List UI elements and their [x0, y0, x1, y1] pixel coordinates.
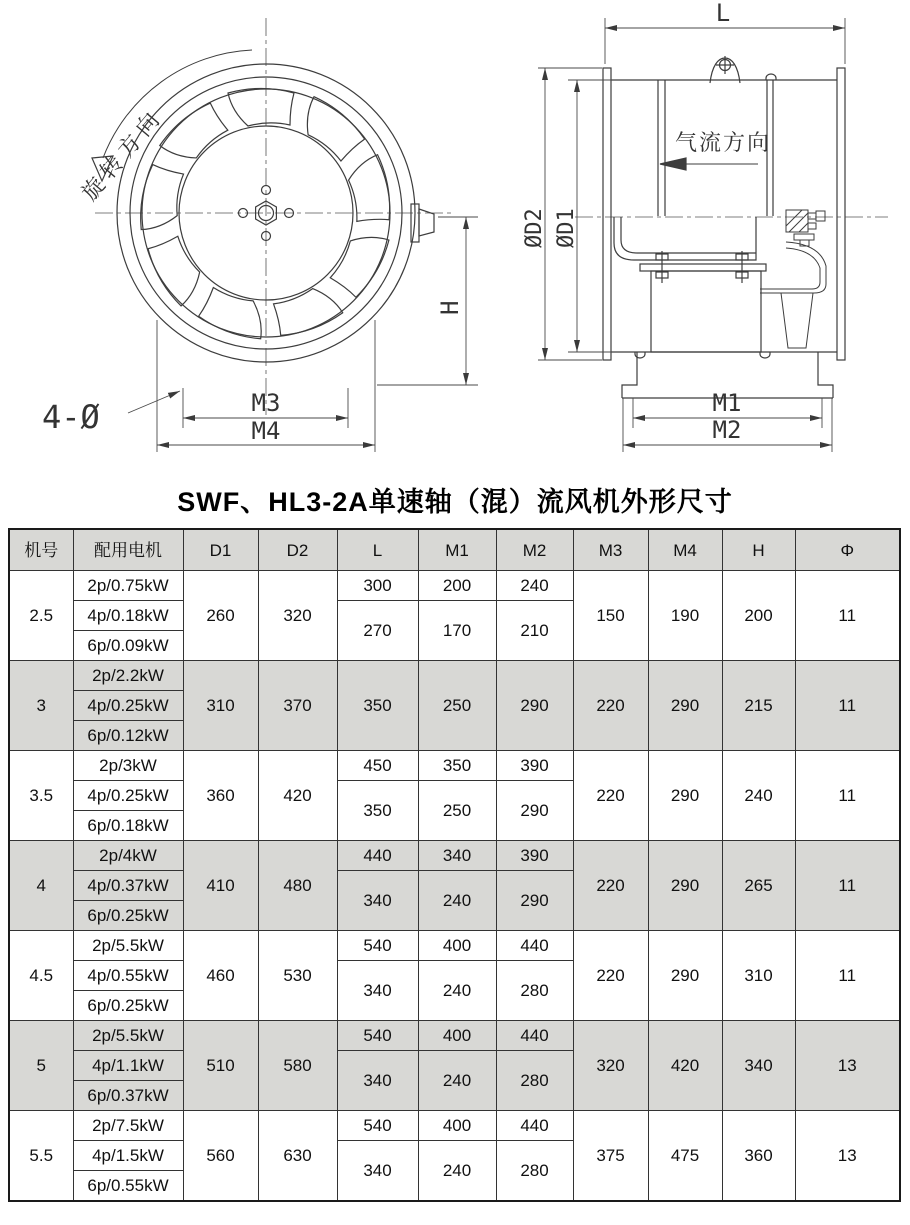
d2-cell: 370: [258, 661, 337, 751]
lmm-cell: 240: [418, 1141, 496, 1202]
lmm-cell: 400: [418, 1111, 496, 1141]
motor-cell: 4p/0.18kW: [73, 601, 183, 631]
h-cell: 360: [722, 1111, 795, 1202]
lmm-cell: 440: [496, 931, 573, 961]
lmm-cell: 440: [337, 841, 418, 871]
lmm-cell: 250: [418, 661, 496, 751]
motor-cell: 2p/5.5kW: [73, 1021, 183, 1051]
impeller-blades: [137, 89, 394, 343]
dimension-table-grid: [8, 528, 901, 1202]
model-cell: 5.5: [9, 1111, 73, 1202]
table-row: [9, 841, 900, 871]
dim-l: [605, 0, 845, 64]
motor-cell: 6p/0.55kW: [73, 1171, 183, 1202]
lmm-cell: 240: [496, 571, 573, 601]
motor-body: [651, 271, 761, 352]
motor-bolt: [656, 251, 668, 283]
m3-cell: 375: [573, 1111, 648, 1202]
dim-h-label: H: [436, 300, 464, 315]
d1-cell: 360: [183, 751, 258, 841]
m4-cell: 420: [648, 1021, 722, 1111]
lmm-cell: 290: [496, 661, 573, 751]
airflow-label: 气流方向: [674, 131, 772, 156]
lmm-cell: 340: [337, 1141, 418, 1202]
terminal-box-bracket: [760, 210, 826, 348]
dimension-table: [8, 528, 901, 1202]
airflow-annotation: [660, 131, 771, 170]
phi-cell: 11: [795, 931, 900, 1021]
side-view-drawing: [522, 0, 888, 452]
phi-cell: 11: [795, 751, 900, 841]
lmm-cell: 440: [496, 1111, 573, 1141]
m4-cell: 475: [648, 1111, 722, 1202]
d1-cell: 560: [183, 1111, 258, 1202]
m4-cell: 290: [648, 751, 722, 841]
lmm-cell: 280: [496, 1051, 573, 1111]
lmm-cell: 390: [496, 841, 573, 871]
lmm-cell: 400: [418, 931, 496, 961]
motor-cell: 4p/1.5kW: [73, 1141, 183, 1171]
header-cell: M2: [496, 529, 573, 571]
lmm-cell: 540: [337, 1021, 418, 1051]
table-row: [9, 571, 900, 601]
lmm-cell: 280: [496, 961, 573, 1021]
lmm-cell: 350: [337, 781, 418, 841]
m3-cell: 220: [573, 931, 648, 1021]
phi-cell: 11: [795, 841, 900, 931]
dim-l-label: L: [715, 0, 731, 27]
table-row: [9, 931, 900, 961]
lmm-cell: 170: [418, 601, 496, 661]
d1-cell: 260: [183, 571, 258, 661]
rotation-direction-label: 旋转方向: [77, 103, 169, 206]
model-cell: 2.5: [9, 571, 73, 661]
lmm-cell: 300: [337, 571, 418, 601]
motor-cell: 2p/3kW: [73, 751, 183, 781]
lmm-cell: 210: [496, 601, 573, 661]
d2-cell: 530: [258, 931, 337, 1021]
lmm-cell: 270: [337, 601, 418, 661]
motor-cell: 6p/0.09kW: [73, 631, 183, 661]
motor-cell: 6p/0.12kW: [73, 721, 183, 751]
h-cell: 310: [722, 931, 795, 1021]
motor-cell: 4p/0.55kW: [73, 961, 183, 991]
motor-cell: 4p/0.25kW: [73, 691, 183, 721]
seam-bump: [766, 74, 776, 80]
header-cell: M4: [648, 529, 722, 571]
table-row: [9, 661, 900, 691]
mount-holes-label: 4-Ø: [42, 398, 100, 436]
lmm-cell: 350: [418, 751, 496, 781]
motor-cell: 2p/2.2kW: [73, 661, 183, 691]
d2-cell: 580: [258, 1021, 337, 1111]
dim-m3-label: M3: [251, 389, 281, 417]
lmm-cell: 280: [496, 1141, 573, 1202]
lmm-cell: 200: [418, 571, 496, 601]
lmm-cell: 240: [418, 1051, 496, 1111]
d2-cell: 480: [258, 841, 337, 931]
h-cell: 200: [722, 571, 795, 661]
dim-h: [377, 217, 478, 385]
lmm-cell: 250: [418, 781, 496, 841]
lmm-cell: 540: [337, 1111, 418, 1141]
header-cell: 机号: [9, 529, 73, 571]
d1-cell: 510: [183, 1021, 258, 1111]
motor-cell: 2p/0.75kW: [73, 571, 183, 601]
motor-assembly: [614, 217, 766, 352]
table-row: [9, 1021, 900, 1051]
m4-cell: 290: [648, 841, 722, 931]
mount-holes-callout: [42, 391, 180, 436]
motor-cell: 4p/0.37kW: [73, 871, 183, 901]
motor-cell: 6p/0.25kW: [73, 901, 183, 931]
table-header: [9, 529, 900, 571]
lmm-cell: 540: [337, 931, 418, 961]
phi-cell: 13: [795, 1111, 900, 1202]
header-cell: 配用电机: [73, 529, 183, 571]
table-header-row: [9, 529, 900, 571]
table-row: [9, 751, 900, 781]
lmm-cell: 240: [418, 961, 496, 1021]
m3-cell: 150: [573, 571, 648, 661]
header-cell: D2: [258, 529, 337, 571]
header-cell: H: [722, 529, 795, 571]
outlet-flange: [837, 68, 845, 360]
header-cell: D1: [183, 529, 258, 571]
d1-cell: 310: [183, 661, 258, 751]
lifting-lug: [710, 56, 740, 83]
m3-cell: 320: [573, 1021, 648, 1111]
phi-cell: 13: [795, 1021, 900, 1111]
motor-cell: 2p/4kW: [73, 841, 183, 871]
lmm-cell: 400: [418, 1021, 496, 1051]
lmm-cell: 450: [337, 751, 418, 781]
lmm-cell: 340: [337, 1051, 418, 1111]
model-cell: 5: [9, 1021, 73, 1111]
dim-d1-label: ØD1: [554, 208, 579, 248]
h-cell: 215: [722, 661, 795, 751]
d2-cell: 320: [258, 571, 337, 661]
motor-cell: 6p/0.25kW: [73, 991, 183, 1021]
table-body: [9, 571, 900, 1202]
lmm-cell: 290: [496, 871, 573, 931]
lmm-cell: 290: [496, 781, 573, 841]
inlet-flange: [603, 68, 611, 360]
model-cell: 3.5: [9, 751, 73, 841]
m3-cell: 220: [573, 751, 648, 841]
motor-cell: 6p/0.18kW: [73, 811, 183, 841]
motor-cell: 6p/0.37kW: [73, 1081, 183, 1111]
lmm-cell: 440: [496, 1021, 573, 1051]
header-cell: L: [337, 529, 418, 571]
m4-cell: 190: [648, 571, 722, 661]
page-title: SWF、HL3-2A单速轴（混）流风机外形尺寸: [177, 487, 733, 517]
d2-cell: 630: [258, 1111, 337, 1202]
table-row: [9, 1111, 900, 1141]
d1-cell: 460: [183, 931, 258, 1021]
h-cell: 240: [722, 751, 795, 841]
lmm-cell: 340: [337, 871, 418, 931]
lmm-cell: 340: [337, 961, 418, 1021]
lmm-cell: 390: [496, 751, 573, 781]
header-cell: M3: [573, 529, 648, 571]
model-cell: 3: [9, 661, 73, 751]
motor-cell: 2p/7.5kW: [73, 1111, 183, 1141]
motor-bolt: [736, 251, 748, 283]
lmm-cell: 240: [418, 871, 496, 931]
technical-drawings: [0, 0, 910, 477]
m4-cell: 290: [648, 931, 722, 1021]
dim-d2-label: ØD2: [522, 208, 547, 248]
lmm-cell: 340: [418, 841, 496, 871]
lmm-cell: 350: [337, 661, 418, 751]
h-cell: 265: [722, 841, 795, 931]
motor-cell: 2p/5.5kW: [73, 931, 183, 961]
model-cell: 4: [9, 841, 73, 931]
model-cell: 4.5: [9, 931, 73, 1021]
seam-bump: [760, 352, 770, 358]
header-cell: Φ: [795, 529, 900, 571]
dim-m2-label: M2: [712, 416, 742, 444]
header-cell: M1: [418, 529, 496, 571]
bracket-foot: [781, 293, 813, 348]
dim-m1-label: M1: [712, 389, 742, 417]
phi-cell: 11: [795, 661, 900, 751]
m4-cell: 290: [648, 661, 722, 751]
d2-cell: 420: [258, 751, 337, 841]
h-cell: 340: [722, 1021, 795, 1111]
dim-m4-label: M4: [251, 417, 281, 445]
m3-cell: 220: [573, 841, 648, 931]
airflow-arrowhead: [660, 158, 686, 170]
phi-cell: 11: [795, 571, 900, 661]
motor-cell: 4p/1.1kW: [73, 1051, 183, 1081]
m3-cell: 220: [573, 661, 648, 751]
d1-cell: 410: [183, 841, 258, 931]
motor-cell: 4p/0.25kW: [73, 781, 183, 811]
front-view-drawing: [42, 18, 478, 452]
